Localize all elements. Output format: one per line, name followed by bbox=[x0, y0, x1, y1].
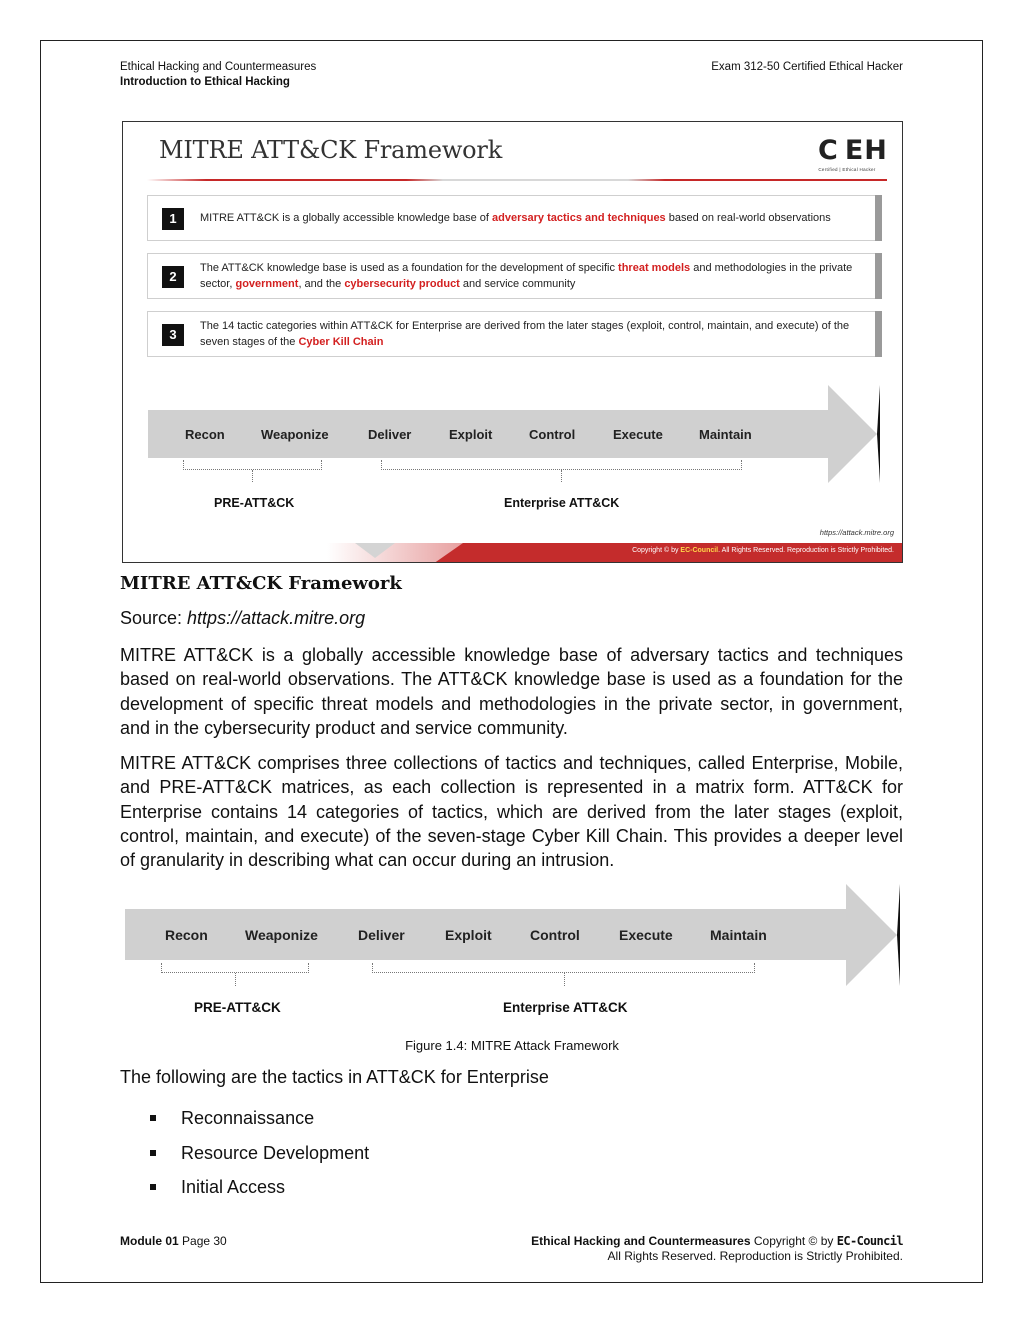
footer-copyright: Ethical Hacking and Countermeasures Copyright © by EC-Council All Rights Reserved. Reproduction is Strictly Prohibited. bbox=[531, 1234, 903, 1263]
slide-footer-bar bbox=[123, 543, 902, 562]
stage-weaponize: Weaponize bbox=[261, 427, 329, 442]
header-exam-title: Exam 312-50 Certified Ethical Hacker bbox=[711, 61, 903, 73]
stage-exploit: Exploit bbox=[449, 427, 493, 442]
slide-point-1 bbox=[147, 195, 879, 241]
figure-enterprise-attack-brace bbox=[372, 963, 755, 973]
group-label-enterprise-attack: Enterprise ATT&CK bbox=[504, 496, 620, 510]
paragraph-2: MITRE ATT&CK comprises three collections of tactics and techniques, called Enterprise, Mobile, and PRE-ATT&CK matrices, as each collection is represented in a matrix form. ATT&CK for Enterprise contains 14 categories of tactics, which are derived from the later stages (exploit, control, maintain, and execute) of the seven-stage Cyber Kill Chain. This provides a deeper level of granularity in describing what can occur during an intrusion. bbox=[120, 753, 903, 871]
figure-stage-weaponize: Weaponize bbox=[245, 927, 318, 943]
point-text: The ATT&CK knowledge base is used as a foundation for the development of specific threat models and methodologies in the private sector, government, and the cybersecurity product and service community bbox=[200, 262, 853, 290]
ceh-logo-tagline: Certified | Ethical Hacker bbox=[818, 167, 876, 172]
source-line: Source: https://attack.mitre.org bbox=[120, 608, 366, 628]
list-item: Reconnaissance bbox=[150, 1101, 369, 1136]
figure-pre-attack-brace bbox=[161, 963, 309, 973]
section-title: MITRE ATT&CK Framework bbox=[120, 573, 402, 594]
figure-group-label-enterprise-attack: Enterprise ATT&CK bbox=[503, 1000, 628, 1015]
slide-figure bbox=[122, 121, 903, 563]
tactics-list bbox=[150, 1101, 369, 1205]
ceh-logo bbox=[818, 135, 888, 175]
figure-stage-exploit: Exploit bbox=[445, 927, 492, 943]
footer-module-page: Module 01 Page 30 bbox=[120, 1234, 227, 1248]
enterprise-attack-brace bbox=[381, 460, 742, 470]
point-number-badge: 2 bbox=[162, 266, 184, 288]
header-module-title: Introduction to Ethical Hacking bbox=[120, 76, 290, 88]
paragraph-1: MITRE ATT&CK is a globally accessible knowledge base of adversary tactics and techniques based on real-world observations. The ATT&CK knowledge base is used as a foundation for the development of specific threat models and methodologies in the private sector, in government, and in the cybersecurity product and service community. bbox=[120, 645, 903, 738]
figure-group-label-pre-attack: PRE-ATT&CK bbox=[194, 1000, 281, 1015]
stage-maintain: Maintain bbox=[699, 427, 752, 442]
ec-council-brand: EC-Council bbox=[836, 1234, 903, 1248]
list-item: Initial Access bbox=[150, 1170, 369, 1205]
header-course-title: Ethical Hacking and Countermeasures bbox=[120, 61, 317, 73]
figure-stage-execute: Execute bbox=[619, 927, 673, 943]
stage-recon: Recon bbox=[185, 427, 225, 442]
point-number-badge: 3 bbox=[162, 324, 184, 346]
figure-stage-deliver: Deliver bbox=[358, 927, 405, 943]
point-text: MITRE ATT&CK is a globally accessible knowledge base of adversary tactics and techniques based on real-world observations bbox=[200, 212, 831, 224]
stage-control: Control bbox=[529, 427, 576, 442]
header-left bbox=[120, 60, 316, 90]
slide-copyright: Copyright © by EC-Council. All Rights Reserved. Reproduction is Strictly Prohibited. bbox=[632, 547, 894, 554]
bullet-square-icon bbox=[150, 1184, 156, 1190]
bullet-square-icon bbox=[150, 1150, 156, 1156]
source-url: https://attack.mitre.org bbox=[187, 608, 366, 628]
figure-stage-recon: Recon bbox=[165, 927, 208, 943]
slide-title: MITRE ATT&CK Framework bbox=[159, 136, 503, 164]
figure-stage-control: Control bbox=[530, 927, 580, 943]
slide-source-url: https://attack.mitre.org bbox=[819, 528, 894, 537]
slide-point-2 bbox=[147, 253, 879, 299]
tactics-intro: The following are the tactics in ATT&CK for Enterprise bbox=[120, 1067, 549, 1087]
point-number-badge: 1 bbox=[162, 208, 184, 230]
figure-caption: Figure 1.4: MITRE Attack Framework bbox=[405, 1038, 619, 1053]
stage-deliver: Deliver bbox=[368, 427, 412, 442]
stage-execute: Execute bbox=[613, 427, 663, 442]
slide-point-3 bbox=[147, 311, 879, 357]
point-text: The 14 tactic categories within ATT&CK for Enterprise are derived from the later stages (exploit, control, maintain, and execute) of the seven stages of the Cyber Kill Chain bbox=[200, 320, 850, 348]
slide-title-rule bbox=[147, 179, 887, 181]
bullet-square-icon bbox=[150, 1115, 156, 1121]
ceh-logo-letters: C EH bbox=[818, 135, 888, 166]
pre-attack-brace bbox=[183, 460, 322, 470]
group-label-pre-attack: PRE-ATT&CK bbox=[214, 496, 295, 510]
list-item: Resource Development bbox=[150, 1136, 369, 1171]
figure-stage-maintain: Maintain bbox=[710, 927, 767, 943]
